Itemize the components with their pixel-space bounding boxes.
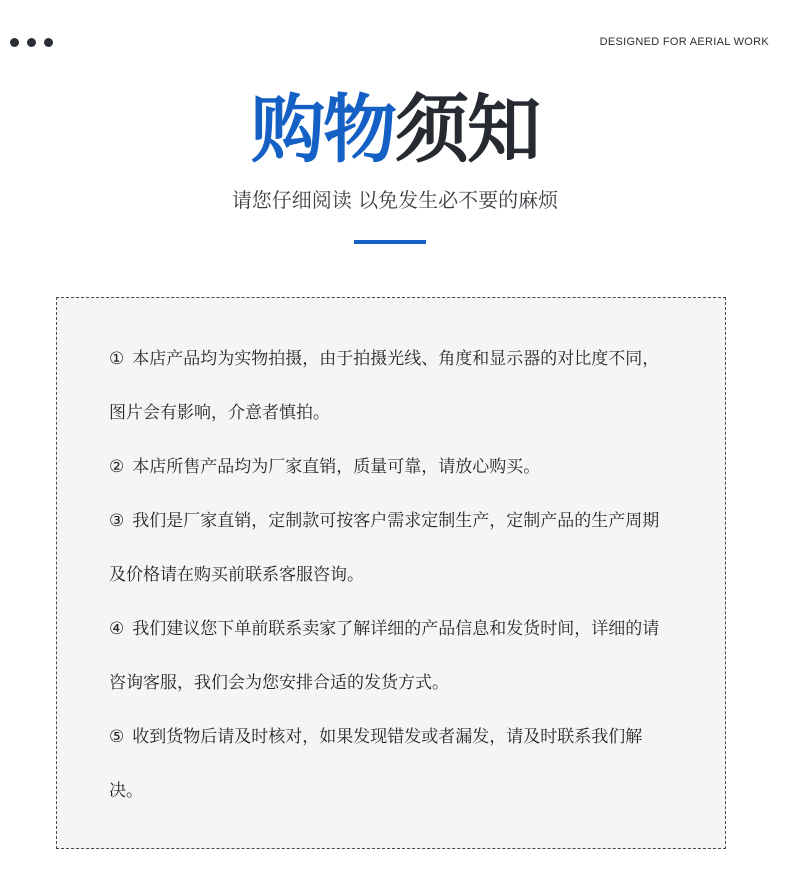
page-title [0,88,790,172]
notice-text: 我们是厂家直销，定制款可按客户需求定制生产，定制产品的生产周期及价格请在购买前联系客服咨询。 [109,511,660,585]
notice-item [109,332,675,440]
notice-number: ④ [109,619,125,639]
notice-item [109,602,675,710]
menu-dots-icon [10,38,53,47]
notice-item [109,494,675,602]
header-tagline: DESIGNED FOR AERIAL WORK [599,36,769,48]
dot-icon [44,38,53,47]
notice-text: 收到货物后请及时核对，如果发现错发或者漏发，请及时联系我们解决。 [109,727,643,801]
notice-text: 本店所售产品均为厂家直销，质量可靠，请放心购买。 [132,457,541,477]
notice-item [109,710,675,818]
notice-number: ⑤ [109,727,125,747]
notice-text: 本店产品均为实物拍摄，由于拍摄光线、角度和显示器的对比度不同，图片会有影响，介意者慎拍。 [109,349,660,423]
notice-item [109,440,675,494]
notice-number: ③ [109,511,125,531]
notice-box [56,297,726,849]
title-rest: 须知 [395,87,539,173]
title-highlight: 购物 [251,87,395,173]
page-subtitle: 请您仔细阅读 以免发生必不要的麻烦 [231,188,559,212]
notice-number: ① [109,349,125,369]
dot-icon [27,38,36,47]
title-divider [354,240,426,244]
dot-icon [10,38,19,47]
notice-number: ② [109,457,125,477]
notice-text: 我们建议您下单前联系卖家了解详细的产品信息和发货时间，详细的请咨询客服，我们会为您安排合适的发货方式。 [109,619,660,693]
